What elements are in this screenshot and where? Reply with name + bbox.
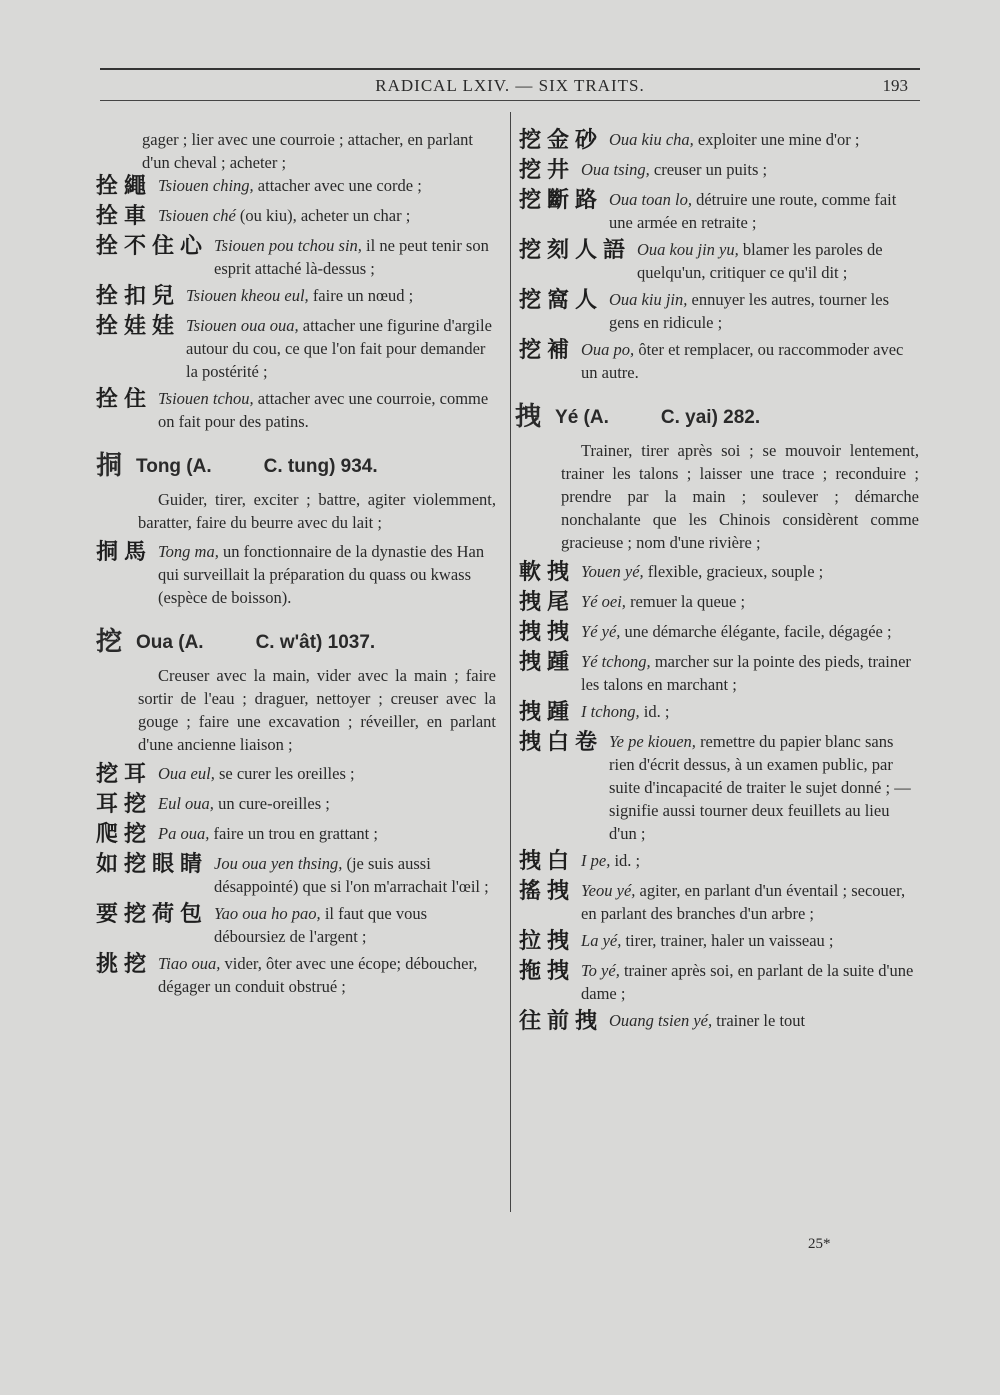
dictionary-entry [519,288,919,334]
entry-romanization: Tsiouen ché [158,206,236,225]
radical-name: Tong (A. [136,456,212,477]
entry-list [96,762,496,998]
entry-chinese: 拴繩 [96,174,153,199]
entry-definition: il faut que vous déboursiez de l'argent ; [214,904,428,946]
entry-definition: attacher une figurine d'argile autour du cou, ce que l'on fait pour demander la postérité ; [186,316,492,381]
dictionary-entry [96,204,496,230]
entry-chinese: 軟拽 [519,560,576,585]
entry-romanization: I pe, [581,851,611,870]
dictionary-entry [96,540,496,609]
dictionary-entry [96,314,496,383]
entry-romanization: Yé oei, [581,592,626,611]
entry-chinese: 挏馬 [96,540,153,565]
entry-romanization: Oua eul, [158,764,215,783]
entry-chinese: 爬挖 [96,822,153,847]
dictionary-entry [519,238,919,284]
entry-chinese: 挖井 [519,158,576,183]
signature-mark: 25* [808,1236,831,1252]
entry-chinese: 拖拽 [519,959,576,984]
radical-cantonese: C. w'ât) 1037. [255,632,376,653]
dictionary-entry [519,1009,919,1035]
entry-definition: trainer après soi, en parlant de la suite d'une dame ; [581,961,914,1003]
entry-definition: ôter et remplacer, ou raccommoder avec un autre. [581,340,904,382]
dictionary-entry [519,338,919,384]
entry-chinese: 挖補 [519,338,576,363]
entry-definition: (ou kiu), acheter un char ; [239,206,411,225]
entry-chinese: 拴住 [96,387,153,412]
dictionary-entry [519,560,919,586]
entry-romanization: Yao oua ho pao, [214,904,321,923]
entry-chinese: 拽拽 [519,620,576,645]
dictionary-entry [519,849,919,875]
entry-romanization: I tchong, [581,702,640,721]
entry-romanization: Oua po, [581,340,635,359]
radical-definition: Creuser avec la main, vider avec la main ; faire sortir de l'eau ; draguer, nettoyer ; creuser avec la gouge ; faire une excavation ; réveiller, en parlant d'une ancienne liaison ; [138,666,496,754]
entry-chinese: 拴扣兒 [96,284,181,309]
entry-definition: ennuyer les autres, tourner les gens en ridicule ; [609,290,889,332]
entry-definition: tirer, trainer, haler un vaisseau ; [625,931,834,950]
dictionary-entry [519,879,919,925]
radical-name: Yé (A. [555,407,609,428]
entry-definition: id. ; [614,851,641,870]
entry-romanization: Tsiouen kheou eul, [186,286,309,305]
dictionary-entry [519,620,919,646]
radical-char: 挏 [96,451,123,481]
dictionary-entry [96,174,496,200]
dictionary-entry [519,929,919,955]
entry-definition: flexible, gracieux, souple ; [647,562,824,581]
entry-romanization: Oua kiu jin, [609,290,688,309]
dictionary-entry [519,700,919,726]
entry-romanization: Tsiouen ching, [158,176,254,195]
radical-cantonese: C. tung) 934. [263,456,378,477]
entry-chinese: 挖窩人 [519,288,604,313]
entry-definition: trainer le tout [716,1011,806,1030]
dictionary-entry [96,762,496,788]
column-divider [510,112,511,1212]
entry-chinese: 如挖眼睛 [96,852,209,877]
entry-definition: remettre du papier blanc sans rien d'écrit dessus, à un examen public, par suite d'incapacité de traiter le sujet donné ; — signifie aussi tourner deux feuillets au lieu d'un ; [609,732,911,843]
entry-romanization: Yé tchong, [581,652,651,671]
radical-heading-oua [96,627,496,657]
dictionary-entry [96,952,496,998]
entry-romanization: Pa oua, [158,824,210,843]
entry-chinese: 拴車 [96,204,153,229]
header-bottom-rule [100,100,920,101]
entry-chinese: 挖金砂 [519,128,604,153]
entry-romanization: La yé, [581,931,622,950]
entry-chinese: 拴不住心 [96,234,209,259]
entry-definition: agiter, en parlant d'un éventail ; secouer, en parlant des branches d'un arbre ; [581,881,906,923]
dictionary-entry [96,387,496,433]
entry-romanization: Jou oua yen thsing, [214,854,343,873]
radical-heading-ye [515,402,919,432]
entry-chinese: 拽尾 [519,590,576,615]
radical-definition: Trainer, tirer après soi ; se mouvoir lentement, trainer les talons ; laisser une trace ; reconduire ; prendre par la main ; soulever ; démarche nonchalante que les Chinois considèrent comme gracieuse ; nom d'une rivière ; [561,441,919,552]
radical-cantonese: C. yai) 282. [660,407,761,428]
entry-chinese: 耳挖 [96,792,153,817]
dictionary-entry [519,730,919,845]
entry-chinese: 往前拽 [519,1009,604,1034]
entry-romanization: Tsiouen pou tchou sin, [214,236,362,255]
dictionary-entry [519,959,919,1005]
entry-definition: une démarche élégante, facile, dégagée ; [624,622,892,641]
entry-chinese: 挑挖 [96,952,153,977]
entry-chinese: 拽踵 [519,700,576,725]
entry-definition: (je suis aussi désappointé) que si l'on m'arrachait l'œil ; [214,854,489,896]
entry-romanization: Tsiouen tchou, [158,389,254,408]
entry-list [96,174,496,433]
entry-romanization: Youen yé, [581,562,644,581]
entry-romanization: Tsiouen oua oua, [186,316,299,335]
dictionary-entry [519,128,919,154]
entry-definition: faire un nœud ; [312,286,414,305]
entry-romanization: Oua tsing, [581,160,650,179]
entry-list [519,128,919,384]
running-header: RADICAL LXIV. — SIX TRAITS. [375,76,645,95]
entry-definition: remuer la queue ; [630,592,746,611]
entry-romanization: Tong ma, [158,542,219,561]
right-column [515,128,919,1039]
entry-definition: blamer les paroles de quelqu'un, critiquer ce qu'il dit ; [637,240,883,282]
entry-list [519,560,919,1035]
entry-definition: se curer les oreilles ; [218,764,355,783]
entry-chinese: 拽踵 [519,650,576,675]
radical-definition: Guider, tirer, exciter ; battre, agiter violemment, baratter, faire du beurre avec du lait ; [138,490,496,532]
entry-romanization: Eul oua, [158,794,214,813]
radical-heading-tong [96,451,496,481]
continued-text: gager ; lier avec une courroie ; attacher, en parlant d'un cheval ; acheter ; [142,130,473,172]
radical-name: Oua (A. [136,632,204,653]
entry-definition: exploiter une mine d'or ; [697,130,860,149]
entry-chinese: 搖拽 [519,879,576,904]
dictionary-entry [519,590,919,616]
radical-char: 挖 [96,627,123,657]
entry-definition: un fonctionnaire de la dynastie des Han qui surveillait la préparation du quass ou kwass (espèce de boisson). [158,542,485,607]
entry-romanization: Yeou yé, [581,881,636,900]
dictionary-entry [96,902,496,948]
entry-definition: marcher sur la pointe des pieds, trainer les talons en marchant ; [581,652,911,694]
entry-chinese: 拉拽 [519,929,576,954]
entry-chinese: 拽白卷 [519,730,604,755]
dictionary-entry [96,852,496,898]
entry-list [96,540,496,609]
entry-definition: vider, ôter avec une écope; déboucher, dégager un conduit obstrué ; [158,954,478,996]
dictionary-entry [96,284,496,310]
entry-romanization: Ouang tsien yé, [609,1011,713,1030]
radical-char: 拽 [515,402,542,432]
dictionary-entry [519,650,919,696]
left-column [96,128,496,1002]
entry-definition: il ne peut tenir son esprit attaché là-dessus ; [214,236,489,278]
entry-romanization: To yé, [581,961,620,980]
entry-romanization: Oua toan lo, [609,190,692,209]
entry-romanization: Yé yé, [581,622,621,641]
dictionary-entry [519,158,919,184]
page-number: 193 [882,76,908,95]
entry-definition: détruire une route, comme fait une armée en retraite ; [609,190,897,232]
entry-definition: attacher avec une courroie, comme on fait pour des patins. [158,389,489,431]
entry-romanization: Ye pe kiouen, [609,732,696,751]
entry-chinese: 挖刻人語 [519,238,632,263]
dictionary-entry [96,822,496,848]
entry-romanization: Oua kiu cha, [609,130,694,149]
entry-chinese: 挖斷路 [519,188,604,213]
dictionary-entry [96,792,496,818]
entry-romanization: Oua kou jin yu, [637,240,739,259]
entry-definition: un cure-oreilles ; [218,794,330,813]
dictionary-entry [519,188,919,234]
entry-chinese: 拴娃娃 [96,314,181,339]
entry-definition: faire un trou en grattant ; [213,824,378,843]
entry-definition: id. ; [643,702,670,721]
entry-definition: creuser un puits ; [653,160,768,179]
entry-chinese: 挖耳 [96,762,153,787]
entry-chinese: 要挖荷包 [96,902,209,927]
entry-chinese: 拽白 [519,849,576,874]
header-top-rule [100,68,920,70]
entry-romanization: Tiao oua, [158,954,221,973]
entry-definition: attacher avec une corde ; [257,176,422,195]
dictionary-entry [96,234,496,280]
